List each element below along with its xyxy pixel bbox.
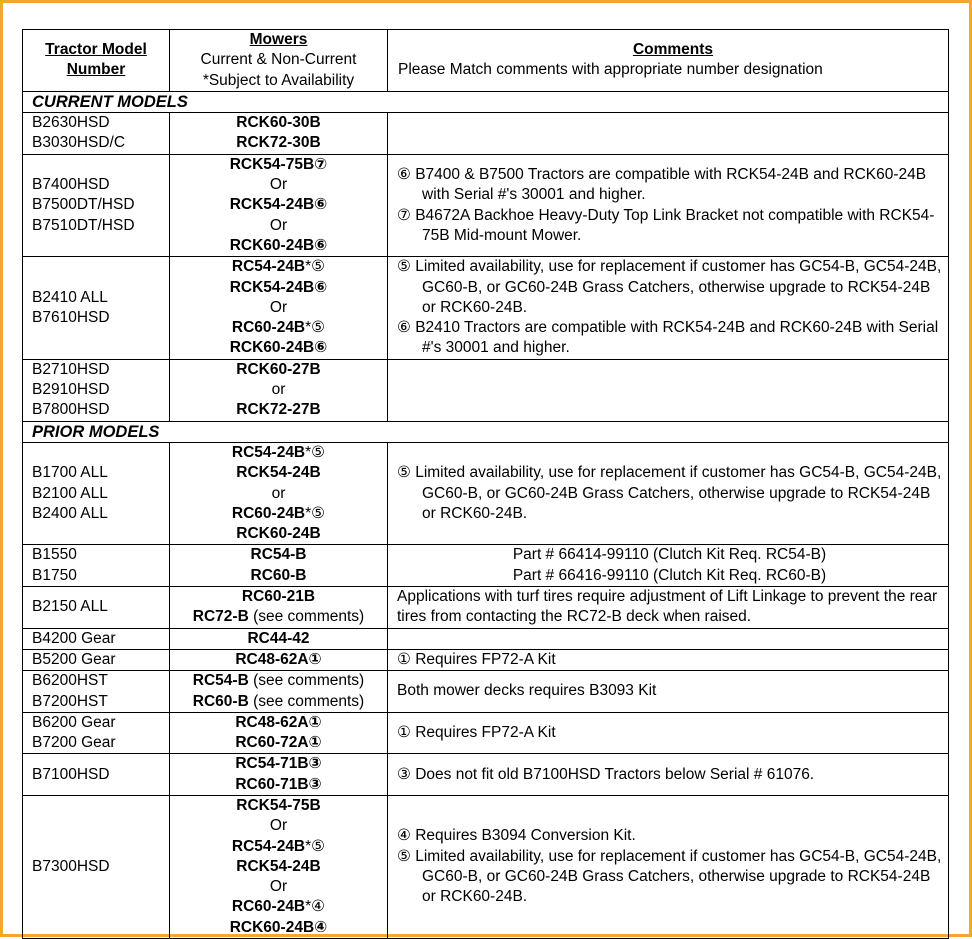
header-comments: Comments Please Match comments with appropriate number designation [388, 30, 949, 92]
mower-note: Or [269, 298, 288, 316]
tractor-model: B6200HST [32, 672, 108, 690]
tractor-model-cell [23, 587, 170, 629]
mower-note: (see comments) [248, 692, 365, 710]
section-row [23, 421, 949, 442]
mower-entry [170, 837, 387, 857]
tractor-model: B7200 Gear [32, 734, 116, 752]
mower-model: RC54-24B [231, 837, 306, 855]
table-row [23, 113, 949, 155]
tractor-model: B2400 ALL [32, 504, 108, 522]
mower-model: RCK54-24B [236, 857, 321, 875]
mower-entry [170, 733, 387, 753]
table-row [23, 587, 949, 629]
table-row [23, 712, 949, 754]
tractor-mower-compatibility-table [22, 29, 949, 939]
mower-entry [170, 443, 387, 463]
mower-model: RCK60-24B [236, 525, 321, 543]
mower-note: or [271, 484, 286, 502]
mower-entry [170, 897, 387, 917]
mower-model: RC54-B [192, 672, 249, 690]
mower-entry [170, 175, 387, 195]
comment-note: ① Requires FP72-A Kit [397, 723, 556, 741]
header-row [23, 30, 949, 92]
mower-entry [170, 278, 387, 298]
mower-entry [170, 545, 387, 565]
mower-model: RCK72-27B [236, 401, 321, 419]
mower-note: (see comments) [248, 608, 365, 626]
mower-model: RC60-24B [231, 319, 306, 337]
mower-note: *⑤ [305, 504, 326, 522]
mower-entry [170, 857, 387, 877]
mower-model: RCK60-24B④ [229, 918, 328, 936]
mower-model: RC54-B [250, 546, 307, 564]
tractor-model: B2910HSD [32, 381, 110, 399]
mower-note: Or [269, 817, 288, 835]
mower-cell [170, 442, 388, 544]
tractor-model: B7400HSD [32, 176, 110, 194]
tractor-model: B7300HSD [32, 857, 110, 875]
tractor-model-cell [23, 359, 170, 421]
mower-entry [170, 692, 387, 712]
mower-model: RC60-71B③ [235, 775, 322, 793]
tractor-model-cell [23, 754, 170, 796]
tractor-model: B2630HSD [32, 114, 110, 132]
table-row [23, 359, 949, 421]
tractor-model: B2150 ALL [32, 598, 108, 616]
mower-entry [170, 484, 387, 504]
comments-cell [388, 649, 949, 670]
mower-model: RCK54-24B⑥ [229, 278, 328, 296]
mower-model: RCK72-30B [236, 134, 321, 152]
comments-cell [388, 359, 949, 421]
comments-cell [388, 545, 949, 587]
mower-entry [170, 566, 387, 586]
part-number-note: Part # 66416-99110 (Clutch Kit Req. RC60-B) [512, 566, 827, 584]
table-row [23, 154, 949, 256]
mower-note: *⑤ [305, 443, 326, 461]
table-row [23, 257, 949, 359]
mower-entry [170, 236, 387, 256]
tractor-model-cell [23, 545, 170, 587]
comment-note: ⑥ B7400 & B7500 Tractors are compatible with RCK54-24B and RCK60-24B with Serial #'s 30001 and higher. [397, 165, 927, 204]
mower-model: RC60-24B [231, 504, 306, 522]
mower-entry [170, 775, 387, 795]
mower-note: Or [269, 878, 288, 896]
mower-entry [170, 918, 387, 938]
mower-entry [170, 713, 387, 733]
mower-entry [170, 587, 387, 607]
mower-entry [170, 816, 387, 836]
mower-model: RC60-24B [231, 898, 306, 916]
mower-entry [170, 195, 387, 215]
comment-note: ⑤ Limited availability, use for replacement if customer has GC54-B, GC54-24B, GC60-B, or GC60-24B Grass Catchers, otherwise upgrade to RCK54-24B or RCK60-24B. [397, 847, 942, 906]
mower-note: *⑤ [305, 258, 326, 276]
section-title: CURRENT MODELS [23, 91, 949, 112]
mower-entry [170, 318, 387, 338]
tractor-model-cell [23, 649, 170, 670]
tractor-model: B7510DT/HSD [32, 216, 135, 234]
mower-model: RCK54-75B [236, 796, 321, 814]
tractor-model: B2100 ALL [32, 484, 108, 502]
tractor-model: B7500DT/HSD [32, 196, 135, 214]
mower-note: *⑤ [305, 837, 326, 855]
mower-cell [170, 754, 388, 796]
tractor-model: B7800HSD [32, 401, 110, 419]
mower-model: RC48-62A① [235, 650, 322, 668]
table-row [23, 671, 949, 713]
tractor-model: B1550 [32, 546, 77, 564]
comment-note: ③ Does not fit old B7100HSD Tractors below Serial # 61076. [397, 765, 815, 783]
mower-note: *⑤ [305, 319, 326, 337]
part-number-note: Part # 66414-99110 (Clutch Kit Req. RC54-B) [512, 546, 827, 564]
table-row [23, 545, 949, 587]
tractor-model: B7100HSD [32, 765, 110, 783]
comment-text: Both mower decks requires B3093 Kit [397, 682, 657, 700]
mower-entry [170, 463, 387, 483]
section-title: PRIOR MODELS [23, 421, 949, 442]
table-row [23, 795, 949, 938]
mower-cell [170, 712, 388, 754]
tractor-model: B2410 ALL [32, 288, 108, 306]
mower-model: RC72-B [192, 608, 249, 626]
tractor-model-cell [23, 154, 170, 256]
tractor-model: B6200 Gear [32, 713, 116, 731]
mower-cell [170, 359, 388, 421]
table-row [23, 649, 949, 670]
mower-cell [170, 154, 388, 256]
mower-entry [170, 796, 387, 816]
section-row [23, 91, 949, 112]
mower-entry [170, 216, 387, 236]
tractor-model: B4200 Gear [32, 629, 116, 647]
mower-entry [170, 671, 387, 691]
mower-entry [170, 754, 387, 774]
mower-model: RCK54-24B⑥ [229, 196, 328, 214]
tractor-model-cell [23, 795, 170, 938]
comment-note: ⑤ Limited availability, use for replacement if customer has GC54-B, GC54-24B, GC60-B, or GC60-24B Grass Catchers, otherwise upgrade to RCK54-24B or RCK60-24B. [397, 464, 942, 522]
comments-cell [388, 671, 949, 713]
mower-note: *④ [305, 898, 326, 916]
mower-model: RC44-42 [247, 629, 310, 647]
tractor-model: B7610HSD [32, 309, 110, 326]
tractor-model-cell [23, 628, 170, 649]
comments-cell [388, 795, 949, 938]
header-mowers: Mowers Current & Non-Current *Subject to Availability [170, 30, 388, 92]
mower-cell [170, 545, 388, 587]
mower-note: or [271, 381, 286, 399]
mower-entry [170, 360, 387, 380]
comments-cell [388, 257, 949, 359]
mower-note: Or [269, 176, 288, 194]
mower-model: RC54-24B [231, 258, 306, 276]
comment-note: ④ Requires B3094 Conversion Kit. [397, 827, 636, 845]
mower-entry [170, 338, 387, 358]
tractor-model: B2710HSD [32, 360, 110, 378]
comments-cell [388, 113, 949, 155]
tractor-model: B1750 [32, 566, 77, 584]
tractor-model-cell [23, 257, 170, 359]
mower-entry [170, 113, 387, 133]
tractor-model-cell [23, 671, 170, 713]
mower-entry [170, 524, 387, 544]
mower-model: RCK54-75B⑦ [229, 155, 328, 173]
mower-model: RCK60-27B [236, 360, 321, 378]
table-row [23, 442, 949, 544]
comment-note: ⑦ B4672A Backhoe Heavy-Duty Top Link Bracket not compatible with RCK54-75B Mid-mount Mower. [397, 206, 935, 244]
mower-entry [170, 257, 387, 277]
mower-cell [170, 113, 388, 155]
mower-model: RC60-72A① [235, 734, 322, 752]
mower-model: RC54-71B③ [235, 755, 322, 773]
mower-entry [170, 650, 387, 670]
mower-cell [170, 257, 388, 359]
mower-model: RC54-24B [231, 443, 306, 461]
mower-cell [170, 649, 388, 670]
mower-note: (see comments) [248, 672, 365, 690]
header-tractor-model: Tractor Model Number [23, 30, 170, 92]
mower-cell [170, 795, 388, 938]
comments-cell [388, 442, 949, 544]
mower-entry [170, 155, 387, 175]
comments-cell [388, 628, 949, 649]
comments-cell [388, 712, 949, 754]
mower-entry [170, 607, 387, 627]
comment-note: ⑤ Limited availability, use for replacement if customer has GC54-B, GC54-24B, GC60-B, or GC60-24B Grass Catchers, otherwise upgrade to RCK54-24B or RCK60-24B. [397, 258, 942, 316]
mower-model: RCK60-24B⑥ [229, 236, 328, 254]
tractor-model-cell [23, 442, 170, 544]
tractor-model-cell [23, 113, 170, 155]
mower-cell [170, 671, 388, 713]
tractor-model: B5200 Gear [32, 650, 116, 668]
comment-text: Applications with turf tires require adjustment of Lift Linkage to prevent the rear tires from contacting the RC72-B deck when raised. [397, 588, 938, 626]
mower-model: RCK54-24B [236, 464, 321, 482]
tractor-model-cell [23, 712, 170, 754]
tractor-model: B7200HST [32, 692, 108, 710]
mower-entry [170, 400, 387, 420]
mower-model: RCK60-24B⑥ [229, 339, 328, 357]
mower-note: Or [269, 216, 288, 234]
mower-entry [170, 380, 387, 400]
tractor-model: B3030HSD/C [32, 134, 126, 152]
mower-model: RC60-B [250, 566, 307, 584]
mower-model: RC60-21B [241, 588, 316, 606]
mower-model: RCK60-30B [236, 114, 321, 132]
table-row [23, 628, 949, 649]
comments-cell [388, 754, 949, 796]
table-row [23, 754, 949, 796]
mower-cell [170, 587, 388, 629]
mower-entry [170, 877, 387, 897]
mower-entry [170, 629, 387, 649]
mower-entry [170, 298, 387, 318]
mower-entry [170, 504, 387, 524]
tractor-model: B1700 ALL [32, 464, 108, 482]
mower-model: RC48-62A① [235, 713, 322, 731]
comment-note: ① Requires FP72-A Kit [397, 650, 556, 668]
mower-cell [170, 628, 388, 649]
mower-model: RC60-B [192, 692, 249, 710]
mower-entry [170, 133, 387, 153]
comments-cell [388, 154, 949, 256]
comment-note: ⑥ B2410 Tractors are compatible with RCK54-24B and RCK60-24B with Serial #'s 30001 and higher. [397, 319, 939, 357]
comments-cell [388, 587, 949, 629]
